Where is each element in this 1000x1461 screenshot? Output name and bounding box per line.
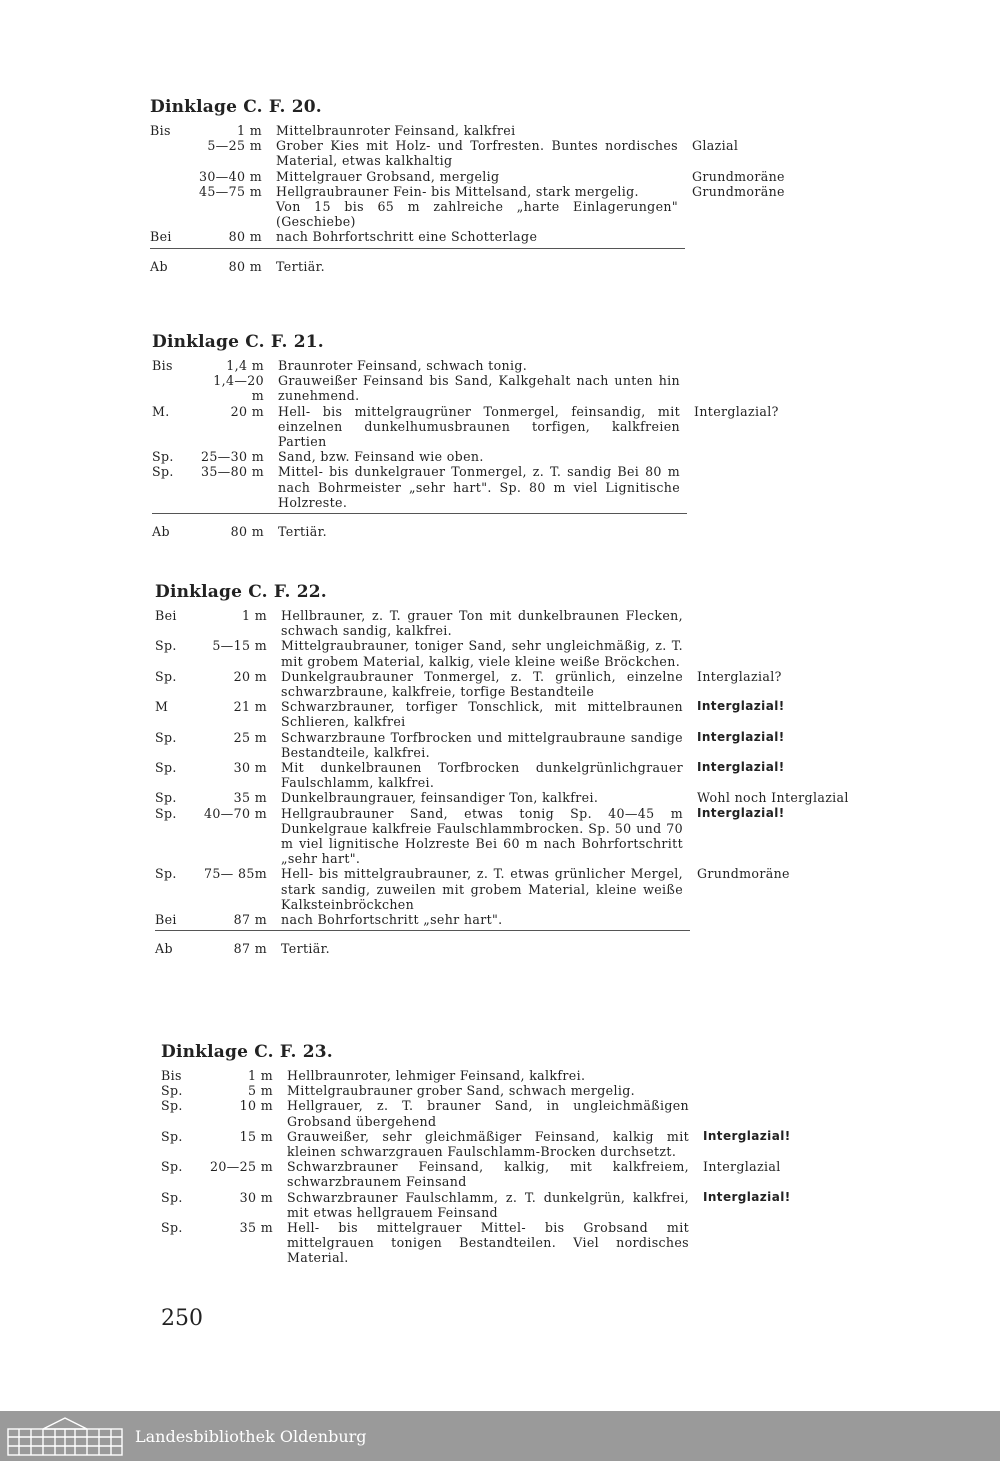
- row-prefix: Sp.: [161, 1128, 183, 1144]
- section-title: Dinklage C. F. 20.: [150, 97, 322, 117]
- row-prefix: Sp.: [161, 1159, 183, 1175]
- row-depth: 1,4 m: [226, 358, 264, 373]
- row-interpretation: Interglazial!: [697, 805, 785, 820]
- log-row: [155, 760, 849, 790]
- row-depth: 30 m: [239, 1189, 273, 1205]
- row-depth: 35 m: [233, 790, 267, 806]
- row-depth: 87 m: [233, 912, 267, 928]
- row-description: Hell- bis mittelgrauer Mittel- bis Grobsand mit mittelgrauen tonigen Bestandteilen. Viel nordisches Material.: [287, 1220, 689, 1266]
- log-row: [152, 464, 779, 510]
- row-depth: 1,4—20 m: [213, 373, 264, 404]
- row-depth: 5—15 m: [212, 638, 267, 654]
- log-row: [155, 608, 849, 638]
- log-row: [161, 1159, 791, 1189]
- row-description: Schwarzbrauner Feinsand, kalkig, mit kalkfreiem, schwarzbraunem Feinsand: [287, 1159, 689, 1190]
- footer-bar: [0, 1411, 1000, 1461]
- row-description: Sand, bzw. Feinsand wie oben.: [278, 449, 484, 465]
- row-interpretation: Grundmoräne: [692, 183, 785, 199]
- log-row: [155, 699, 849, 729]
- row-description: Hellgraubrauner Fein- bis Mittelsand, stark mergelig.: [276, 183, 639, 199]
- log-row: [152, 373, 779, 403]
- row-description: Dunkelgraubrauner Tonmergel, z. T. grünlich, einzelne schwarzbraune, kalkfreie, torfige Bestandteile: [281, 668, 683, 700]
- row-prefix: Bei: [155, 608, 177, 623]
- tail-description: Tertiär.: [278, 524, 327, 540]
- row-depth: 10 m: [239, 1098, 273, 1114]
- row-interpretation: Interglazial!: [697, 760, 785, 775]
- row-prefix: M.: [152, 403, 170, 419]
- log-row: [161, 1068, 791, 1083]
- section-divider: [155, 930, 690, 931]
- row-prefix: M: [155, 699, 169, 715]
- row-interpretation: Interglazial!: [697, 729, 785, 744]
- log-row: [150, 199, 785, 229]
- row-depth: 30 m: [233, 760, 267, 776]
- row-description: Grauweißer Feinsand bis Sand, Kalkgehalt nach unten hin zunehmend.: [278, 373, 680, 404]
- section-divider: [150, 248, 685, 249]
- row-depth: 40—70 m: [203, 805, 267, 821]
- section-cf23: [161, 1040, 791, 1266]
- row-depth: 25 m: [233, 729, 267, 745]
- log-row: [161, 1190, 791, 1220]
- row-prefix: Sp.: [161, 1220, 183, 1236]
- tail-row: [150, 259, 785, 274]
- row-depth: 5 m: [247, 1083, 273, 1099]
- log-row: [150, 184, 785, 199]
- section-title: Dinklage C. F. 22.: [155, 582, 327, 602]
- row-prefix: Sp.: [155, 729, 177, 745]
- row-depth: 5—25 m: [207, 138, 262, 154]
- section-cf22: [155, 580, 849, 956]
- section-divider: [152, 513, 687, 514]
- row-depth: 35 m: [239, 1220, 273, 1236]
- row-depth: 35—80 m: [200, 464, 264, 480]
- row-prefix: Sp.: [155, 668, 177, 684]
- row-prefix: Sp.: [155, 790, 177, 806]
- log-row: [155, 912, 849, 927]
- row-description: nach Bohrfortschritt eine Schotterlage: [276, 229, 538, 245]
- row-interpretation: Glazial: [692, 138, 739, 154]
- row-depth: 20—25 m: [209, 1159, 273, 1175]
- row-depth: 45—75 m: [198, 183, 262, 199]
- row-prefix: Sp.: [152, 449, 174, 465]
- tail-prefix: Ab: [150, 258, 168, 274]
- tail-depth: 80 m: [228, 258, 262, 274]
- tail-description: Tertiär.: [281, 941, 330, 957]
- row-description: Grober Kies mit Holz- und Torfresten. Buntes nordisches Material, etwas kalkhaltig: [276, 138, 678, 169]
- log-row: [150, 138, 785, 168]
- row-description: Von 15 bis 65 m zahlreiche „harte Einlagerungen" (Geschiebe): [276, 199, 678, 230]
- section-title: Dinklage C. F. 21.: [152, 332, 324, 352]
- row-depth: 1 m: [236, 123, 262, 138]
- row-prefix: Bei: [150, 229, 172, 245]
- row-description: Schwarzbraune Torfbrocken und mittelgraubraune sandige Bestandteile, kalkfrei.: [281, 729, 683, 760]
- log-row: [161, 1129, 791, 1159]
- row-description: Hell- bis mittelgraugrüner Tonmergel, feinsandig, mit einzelnen dunkelhumusbraunen torfigen, kalkfreien Partien: [278, 403, 680, 450]
- row-description: Hellgraubrauner Sand, etwas tonig Sp. 40—45 m Dunkelgraue kalkfreie Faulschlammbrocken. Sp. 50 und 70 m viel lignitische Holzreste Bei 60 m nach Bohrfortschritt „sehr hart".: [281, 805, 683, 867]
- row-prefix: Sp.: [155, 866, 177, 882]
- row-description: Mittelbraunroter Feinsand, kalkfrei: [276, 123, 516, 138]
- tail-description: Tertiär.: [276, 258, 325, 274]
- row-depth: 1 m: [247, 1068, 273, 1083]
- section-cf20: [150, 95, 785, 274]
- row-depth: 21 m: [233, 699, 267, 715]
- row-description: Schwarzbrauner Faulschlamm, z. T. dunkelgrün, kalkfrei, mit etwas hellgrauem Feinsand: [287, 1189, 689, 1220]
- log-row: [161, 1083, 791, 1098]
- row-interpretation: Interglazial!: [697, 699, 785, 714]
- row-description: Mit dunkelbraunen Torfbrocken dunkelgrünlichgrauer Faulschlamm, kalkfrei.: [281, 760, 683, 791]
- row-description: Hellbrauner, z. T. grauer Ton mit dunkelbraunen Flecken, schwach sandig, kalkfrei.: [281, 608, 683, 639]
- row-prefix: Sp.: [161, 1098, 183, 1114]
- row-prefix: Sp.: [152, 464, 174, 480]
- row-prefix: Sp.: [161, 1189, 183, 1205]
- section-cf21: [152, 330, 779, 539]
- row-prefix: Sp.: [155, 805, 177, 821]
- tail-depth: 80 m: [230, 524, 264, 540]
- row-prefix: Bis: [150, 123, 171, 138]
- log-row: [155, 730, 849, 760]
- row-prefix: Bis: [152, 358, 173, 373]
- row-depth: 25—30 m: [200, 449, 264, 465]
- row-description: Braunroter Feinsand, schwach tonig.: [278, 358, 528, 373]
- log-row: [161, 1098, 791, 1128]
- row-prefix: Sp.: [155, 638, 177, 654]
- row-depth: 15 m: [239, 1128, 273, 1144]
- row-depth: 80 m: [228, 229, 262, 245]
- row-description: nach Bohrfortschritt „sehr hart".: [281, 912, 503, 928]
- row-interpretation: Grundmoräne: [692, 168, 785, 184]
- footer-library-name: Landesbibliothek Oldenburg: [135, 1426, 367, 1446]
- tail-prefix: Ab: [152, 524, 170, 540]
- tail-prefix: Ab: [155, 941, 173, 957]
- row-description: Grauweißer, sehr gleichmäßiger Feinsand, kalkig mit kleinen schwarzgrauen Faulschlamm-Brocken durchsetzt.: [287, 1128, 689, 1160]
- log-row: [155, 806, 849, 867]
- row-description: Mittelgrauer Grobsand, mergelig: [276, 168, 500, 184]
- row-prefix: Bei: [155, 912, 177, 928]
- row-description: Hellbraunroter, lehmiger Feinsand, kalkfrei.: [287, 1068, 586, 1083]
- log-row: [161, 1220, 791, 1266]
- log-row: [155, 790, 849, 805]
- log-row: [155, 669, 849, 699]
- tail-row: [155, 941, 849, 956]
- log-row: [150, 229, 785, 244]
- row-interpretation: Interglazial!: [703, 1189, 791, 1204]
- row-depth: 20 m: [233, 668, 267, 684]
- row-description: Dunkelbraungrauer, feinsandiger Ton, kalkfrei.: [281, 790, 599, 806]
- row-depth: 20 m: [230, 403, 264, 419]
- log-row: [150, 123, 785, 138]
- log-row: [152, 449, 779, 464]
- row-prefix: Sp.: [161, 1083, 183, 1099]
- log-row: [152, 358, 779, 373]
- tail-depth: 87 m: [233, 941, 267, 957]
- row-depth: 1 m: [241, 608, 267, 623]
- section-title: Dinklage C. F. 23.: [161, 1042, 333, 1062]
- row-interpretation: Interglazial?: [694, 403, 779, 419]
- tail-row: [152, 524, 779, 539]
- log-row: [152, 404, 779, 450]
- row-description: Mittelgraubrauner grober Sand, schwach mergelig.: [287, 1083, 635, 1099]
- row-description: Mittelgraubrauner, toniger Sand, sehr ungleichmäßig, z. T. mit grobem Material, kalkig, viele kleine weiße Bröckchen.: [281, 638, 683, 669]
- row-description: Hell- bis mittelgraubrauner, z. T. etwas grünlicher Mergel, stark sandig, zuweilen mit grobem Material, kleine weiße Kalksteinbröckchen: [281, 866, 683, 912]
- log-row: [150, 169, 785, 184]
- row-interpretation: Grundmoräne: [697, 866, 790, 882]
- row-depth: 75— 85m: [203, 866, 267, 882]
- log-row: [155, 866, 849, 912]
- row-prefix: Sp.: [155, 760, 177, 776]
- row-depth: 30—40 m: [198, 168, 262, 184]
- log-row: [155, 638, 849, 668]
- row-prefix: Bis: [161, 1068, 182, 1083]
- row-description: Schwarzbrauner, torfiger Tonschlick, mit mittelbraunen Schlieren, kalkfrei: [281, 699, 683, 730]
- row-description: Hellgrauer, z. T. brauner Sand, in ungleichmäßigen Grobsand übergehend: [287, 1098, 689, 1129]
- row-interpretation: Interglazial: [703, 1159, 781, 1175]
- row-description: Mittel- bis dunkelgrauer Tonmergel, z. T. sandig Bei 80 m nach Bohrmeister „sehr hart". Sp. 80 m viel Lignitische Holzreste.: [278, 464, 680, 510]
- row-interpretation: Interglazial!: [703, 1128, 791, 1143]
- row-interpretation: Interglazial?: [697, 668, 782, 684]
- row-interpretation: Wohl noch Interglazial: [697, 790, 849, 806]
- page-number: 250: [161, 1306, 203, 1331]
- library-building-icon: [5, 1415, 125, 1457]
